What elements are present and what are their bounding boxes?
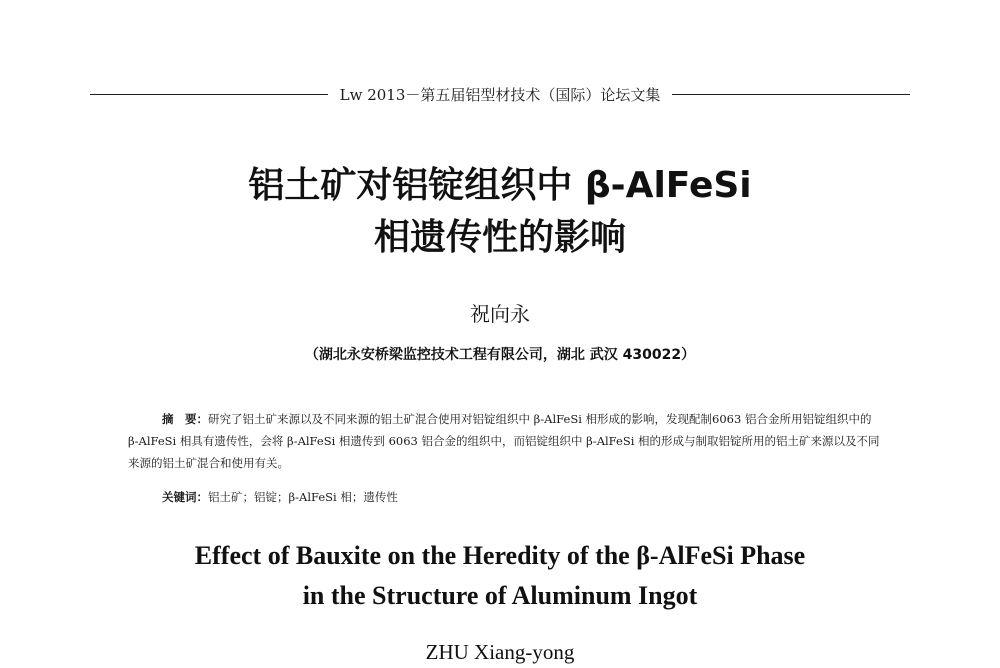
keywords-label: 关键词： xyxy=(162,490,208,504)
abstract-text: 研究了铝土矿来源以及不同来源的铝土矿混合使用对铝锭组织中 β-AlFeSi 相形成的影响，发现配制6063 铝合金所用铝锭组织中的 β-AlFeSi 相具有遗传性，会将 β-AlFeSi 相遗传到 6063 铝合金的组织中，而铝锭组织中 β-AlFeSi 相的形成与制取铝锭所用的铝土矿来源以及不同来源的铝土矿混合和使用有关。 xyxy=(128,412,880,470)
chinese-keywords xyxy=(162,486,880,508)
english-title-line-2: in the Structure of Aluminum Ingot xyxy=(302,581,698,610)
header-rule-right xyxy=(672,94,910,95)
english-title-line-1: Effect of Bauxite on the Heredity of the β-AlFeSi Phase xyxy=(194,541,806,570)
abstract-label: 摘 要： xyxy=(162,412,208,426)
chinese-title-line-1: 铝土矿对铝锭组织中 β-AlFeSi xyxy=(248,165,752,206)
header-text: Lw 2013－第五届铝型材技术（国际）论坛文集 xyxy=(339,85,661,104)
chinese-title-line-2: 相遗传性的影响 xyxy=(373,217,626,258)
english-title xyxy=(0,536,1000,616)
chinese-abstract xyxy=(128,408,880,474)
running-header xyxy=(90,82,910,106)
header-rule-left xyxy=(90,94,328,95)
chinese-title xyxy=(0,160,1000,264)
keywords-text: 铝土矿；铝锭；β-AlFeSi 相；遗传性 xyxy=(208,490,398,504)
chinese-author: 祝向永 xyxy=(470,302,530,326)
chinese-affiliation: （湖北永安桥梁监控技术工程有限公司，湖北 武汉 430022） xyxy=(304,347,696,363)
english-author: ZHU Xiang-yong xyxy=(425,640,575,664)
